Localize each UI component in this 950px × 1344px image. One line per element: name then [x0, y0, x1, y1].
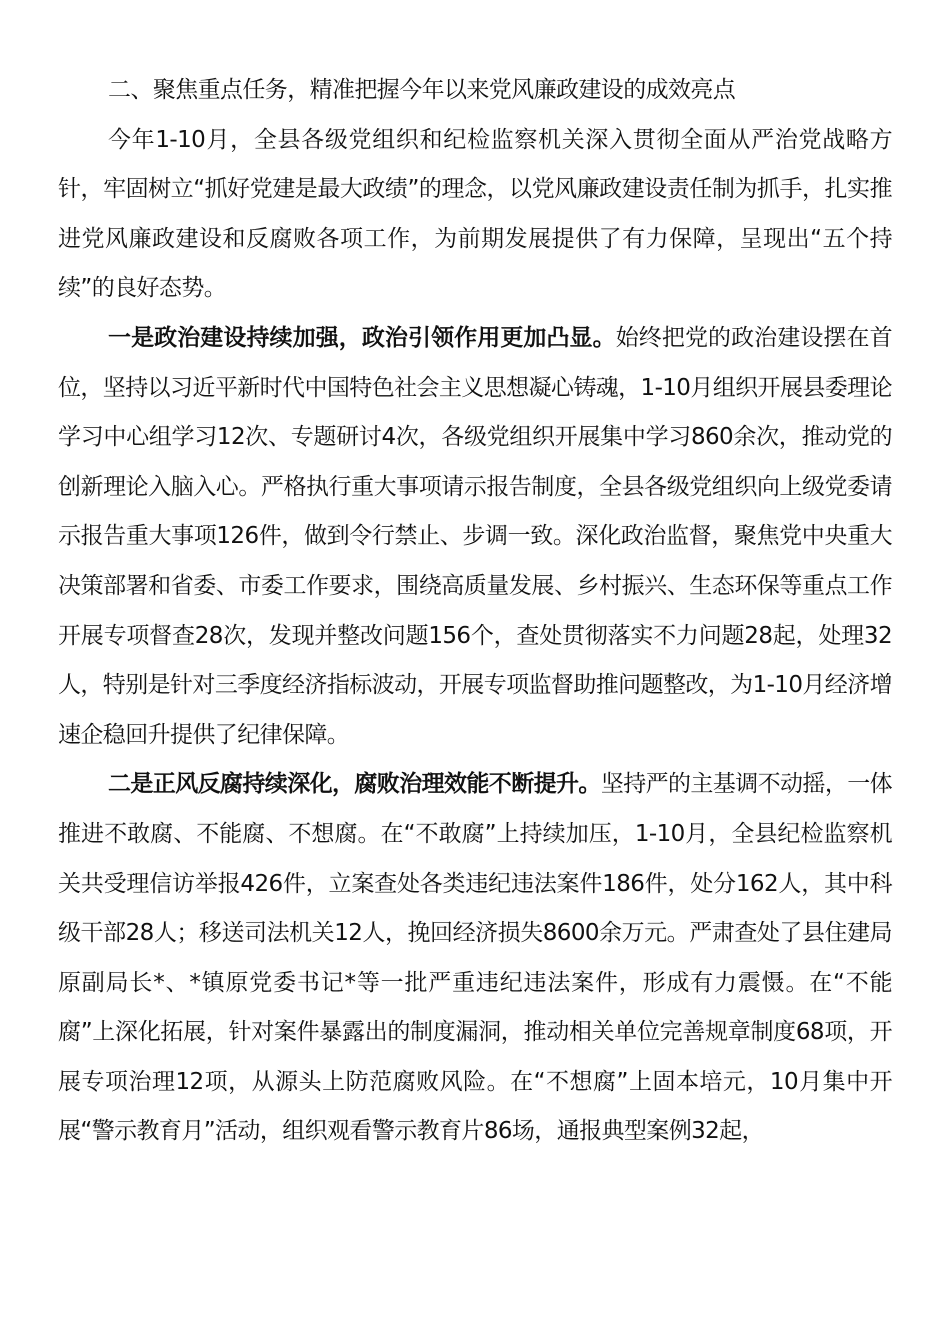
paragraph-body: 坚持严的主基调不动摇，一体推进不敢腐、不能腐、不想腐。在“不敢腐”上持续加压，1-10月，全县纪检监察机关共受理信访举报426件，立案查处各类违纪违法案件186件，处分162人，其中科级干部28人；移送司法机关12人，挽回经济损失8600余万元。严肃查处了县住建局原副局长*、*镇原党委书记*等一批严重违纪违法案件，形成有力震慑。在“不能腐”上深化拓展，针对案件暴露出的制度漏洞，推动相关单位完善规章制度68项，开展专项治理12项，从源头上防范腐败风险。在“不想腐”上固本培元，10月集中开展“警示教育月”活动，组织观看警示教育片86场，通报典型案例32起， — [58, 771, 893, 1145]
paragraph-lead: 一是政治建设持续加强，政治引领作用更加凸显。 — [108, 324, 616, 351]
section-heading: 二、聚焦重点任务，精准把握今年以来党风廉政建设的成效亮点 — [108, 77, 736, 103]
paragraph-political-building — [58, 314, 892, 760]
paragraph-intro — [58, 116, 892, 314]
paragraph-lead: 二是正风反腐持续深化，腐败治理效能不断提升。 — [108, 771, 601, 798]
paragraph-anti-corruption — [58, 760, 892, 1157]
paragraph-body: 始终把党的政治建设摆在首位，坚持以习近平新时代中国特色社会主义思想凝心铸魂，1-10月组织开展县委理论学习中心组学习12次、专题研讨4次，各级党组织开展集中学习860余次，推动党的创新理论入脑入心。严格执行重大事项请示报告制度，全县各级党组织向上级党委请示报告重大事项126件，做到令行禁止、步调一致。深化政治监督，聚焦党中央重大决策部署和省委、市委工作要求，围绕高质量发展、乡村振兴、生态环保等重点工作开展专项督查28次，发现并整改问题156个，查处贯彻落实不力问题28起，处理32人，特别是针对三季度经济指标波动，开展专项监督助推问题整改，为1-10月经济增速企稳回升提供了纪律保障。 — [58, 324, 892, 748]
document-page — [58, 66, 892, 1157]
paragraph-body: 今年1-10月，全县各级党组织和纪检监察机关深入贯彻全面从严治党战略方针，牢固树立“抓好党建是最大政绩”的理念，以党风廉政建设责任制为抓手，扎实推进党风廉政建设和反腐败各项工作，为前期发展提供了有力保障，呈现出“五个持续”的良好态势。 — [58, 126, 892, 302]
